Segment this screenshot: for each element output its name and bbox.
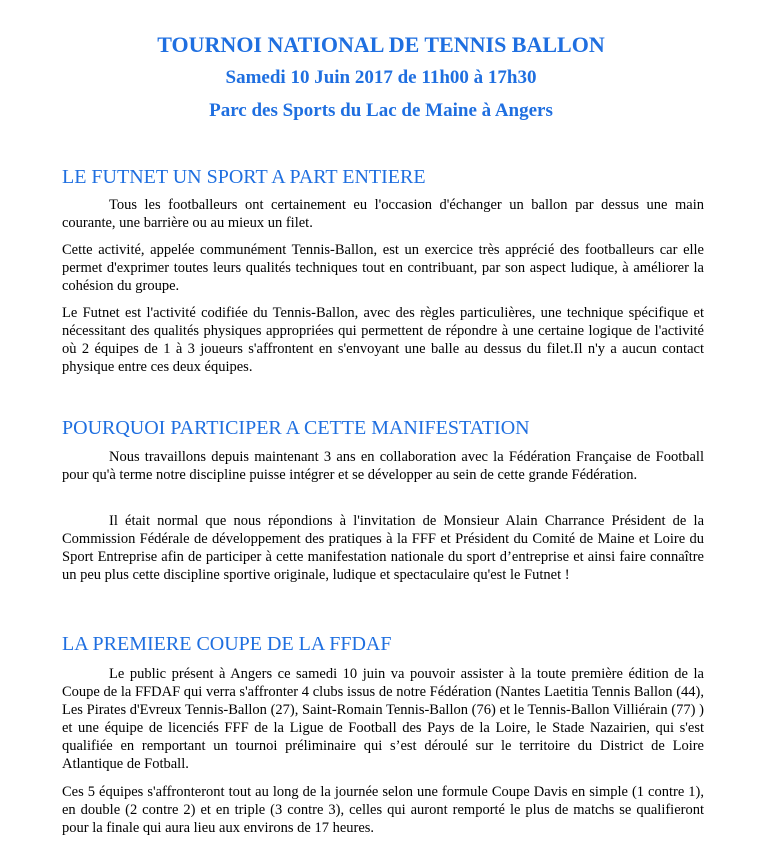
paragraph: Le public présent à Angers ce samedi 10 juin va pouvoir assister à la toute première édition de la Coupe de la FFDAF qui verra s'affronter 4 clubs issus de notre Fédération (Nantes Laetitia Tennis Ballon (44), Les Pirates d'Evreux Tennis-Ballon (27), Saint-Romain Tennis-Ballon (76) et le Tennis-Ballon Villiérain (77) ) et une équipe de licenciés FFF de la Ligue de Football des Pays de la Loire, le Stade Nazairien, qui s'est qualifiée en remportant un tournoi préliminaire qui s’est déroulé sur le territoire du District de Loire Atlantique de Fotball. xyxy=(62,666,704,772)
section-title-coupe: LA PREMIERE COUPE DE LA FFDAF xyxy=(62,633,392,655)
section-title-futnet: LE FUTNET UN SPORT A PART ENTIERE xyxy=(62,166,426,188)
paragraph: Ces 5 équipes s'affronteront tout au long de la journée selon une formule Coupe Davis en simple (1 contre 1), en double (2 contre 2) et en triple (3 contre 3), celles qui auront remporté le plus de matchs se qualifieront pour la finale qui aura lieu aux environs de 17 heures. xyxy=(62,784,704,836)
paragraph: Cette activité, appelée communément Tennis-Ballon, est un exercice très apprécié des footballeurs car elle permet d'exprimer toutes leurs qualités techniques tout en contribuant, par son aspect ludique, à améliorer la cohésion du groupe. xyxy=(62,242,704,294)
paragraph: Le Futnet est l'activité codifiée du Tennis-Ballon, avec des règles particulières, une technique spécifique et nécessitant des qualités physiques appropriées qui permettent de répondre à une certaine logique de l'activité où 2 équipes de 1 à 3 joueurs s'affrontent en s'envoyant une balle au dessus du filet.Il n'y a aucun contact physique entre ces deux équipes. xyxy=(62,305,704,375)
event-date: Samedi 10 Juin 2017 de 11h00 à 17h30 xyxy=(225,67,537,88)
paragraph: Nous travaillons depuis maintenant 3 ans en collaboration avec la Fédération Française de Football pour qu'à terme notre discipline puisse intégrer et se développer au sein de cette grande Fédération. xyxy=(62,449,704,483)
paragraph: Il était normal que nous répondions à l'invitation de Monsieur Alain Charrance Président de la Commission Fédérale de développement des pratiques à la FFF et Président du Comité de Maine et Loire du Sport Entreprise afin de participer à cette manifestation nationale du sport d’entreprise et ainsi faire connaître un peu plus cette discipline sportive originale, ludique et spectaculaire qu'est le Futnet ! xyxy=(62,513,704,583)
page-title: TOURNOI NATIONAL DE TENNIS BALLON xyxy=(157,32,605,57)
paragraph: Tous les footballeurs ont certainement eu l'occasion d'échanger un ballon par dessus une main courante, une barrière ou au mieux un filet. xyxy=(62,197,704,231)
event-place: Parc des Sports du Lac de Maine à Angers xyxy=(209,100,553,121)
section-title-pourquoi: POURQUOI PARTICIPER A CETTE MANIFESTATION xyxy=(62,417,530,439)
